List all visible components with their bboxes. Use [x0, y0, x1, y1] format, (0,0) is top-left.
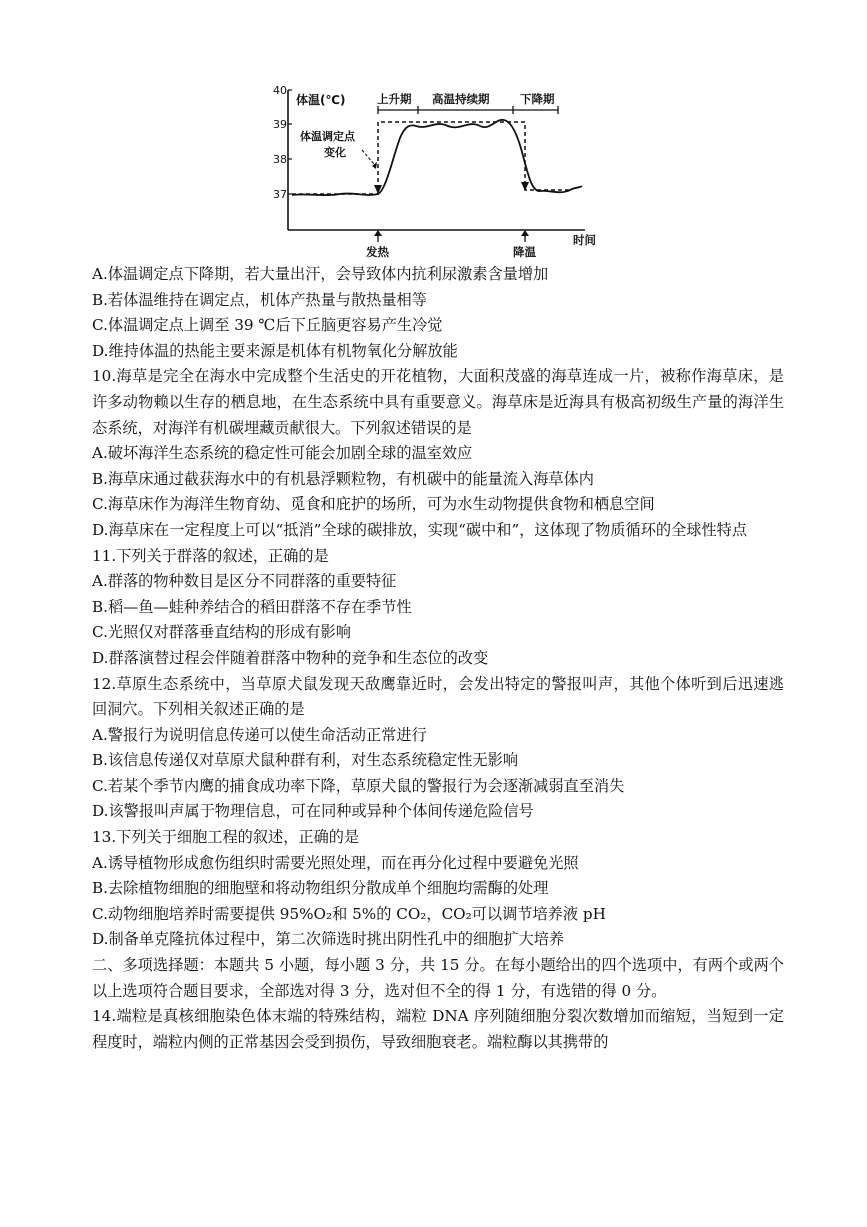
q11-option-b: B.稻—鱼—蛙种养结合的稻田群落不存在季节性	[92, 597, 412, 616]
temperature-curve-diagram	[270, 80, 610, 260]
q13-option-b: B.去除植物细胞的细胞壁和将动物组织分散成单个细胞均需酶的处理	[92, 879, 549, 898]
y-tick-38: 38	[273, 153, 287, 166]
q13-option-d: D.制备单克隆抗体过程中，第二次筛选时挑出阴性孔中的细胞扩大培养	[92, 930, 565, 949]
q11-stem: 11.下列关于群落的叙述，正确的是	[92, 546, 329, 565]
q13-option-c: C.动物细胞培养时需要提供 95%O₂和 5%的 CO₂，CO₂可以调节培养液 pH	[92, 904, 606, 923]
q12-stem: 12.草原生态系统中，当草原犬鼠发现天敌鹰靠近时，会发出特定的警报叫声，其他个体听到后迅速逃回洞穴。下列相关叙述正确的是	[92, 674, 784, 719]
q10-option-a: A.破坏海洋生态系统的稳定性可能会加剧全球的温室效应	[92, 444, 473, 463]
phase-plateau: 高温持续期	[432, 92, 490, 106]
q12-option-b: B.该信息传递仅对草原犬鼠种群有利，对生态系统稳定性无影响	[92, 751, 519, 770]
q9-option-d: D.维持体温的热能主要来源是机体有机物氧化分解放能	[92, 341, 458, 360]
y-tick-40: 40	[273, 84, 287, 97]
q10-option-d: D.海草床在一定程度上可以“抵消”全球的碳排放，实现“碳中和”，这体现了物质循环的全球性特点	[92, 520, 748, 539]
q11-option-d: D.群落演替过程会伴随着群落中物种的竞争和生态位的改变	[92, 648, 489, 667]
setpoint-annotation-line1: 体温调定点	[300, 130, 355, 143]
q10-option-c: C.海草床作为海洋生物育幼、觅食和庇护的场所，可为水生动物提供食物和栖息空间	[92, 495, 655, 514]
x-axis-label: 时间	[573, 233, 596, 247]
q13-option-a: A.诱导植物形成愈伤组织时需要光照处理，而在再分化过程中要避免光照	[92, 853, 579, 872]
q9-option-c: C.体温调定点上调至 39 ℃后下丘脑更容易产生冷觉	[92, 316, 443, 335]
marker-fever: 发热	[366, 245, 389, 259]
body-temperature-figure	[270, 80, 610, 260]
section-2-instructions: 二、多项选择题：本题共 5 小题，每小题 3 分，共 15 分。在每小题给出的四个选项中，有两个或两个以上选项符合题目要求，全部选对得 3 分，选对但不全的得 1 分，有选错的得 0 分。	[92, 956, 784, 1000]
phase-falling: 下降期	[520, 92, 555, 106]
y-tick-39: 39	[273, 118, 287, 131]
question-content	[92, 262, 784, 1055]
q14-stem: 14.端粒是真核细胞染色体末端的特殊结构，端粒 DNA 序列随细胞分裂次数增加而缩短，当短到一定程度时，端粒内侧的正常基因会受到损伤，导致细胞衰老。端粒酶以其携带的	[92, 1007, 784, 1051]
q12-option-c: C.若某个季节内鹰的捕食成功率下降，草原犬鼠的警报行为会逐渐减弱直至消失	[92, 776, 625, 795]
q12-option-a: A.警报行为说明信息传递可以使生命活动正常进行	[92, 725, 427, 744]
marker-cooling: 降温	[513, 245, 536, 259]
q12-option-d: D.该警报叫声属于物理信息，可在同种或异种个体间传递危险信号	[92, 802, 534, 821]
q9-option-a: A.体温调定点下降期，若大量出汗，会导致体内抗利尿激素含量增加	[92, 265, 549, 283]
q13-stem: 13.下列关于细胞工程的叙述，正确的是	[92, 828, 360, 847]
y-tick-37: 37	[273, 188, 287, 201]
q9-option-b: B.若体温维持在调定点，机体产热量与散热量相等	[92, 290, 427, 309]
setpoint-annotation-line2: 变化	[324, 146, 346, 159]
q11-option-a: A.群落的物种数目是区分不同群落的重要特征	[92, 572, 397, 591]
phase-rising: 上升期	[377, 92, 412, 106]
q10-option-b: B.海草床通过截获海水中的有机悬浮颗粒物，有机碳中的能量流入海草体内	[92, 469, 594, 488]
y-axis-label: 体温(℃)	[296, 93, 346, 107]
q11-option-c: C.光照仅对群落垂直结构的形成有影响	[92, 623, 351, 642]
q10-stem: 10.海草是完全在海水中完成整个生活史的开花植物，大面积茂盛的海草连成一片，被称作海草床，是许多动物赖以生存的栖息地，在生态系统中具有重要意义。海草床是近海具有极高初级生产量的海洋生态系统，对海洋有机碳埋藏贡献很大。下列叙述错误的是	[92, 367, 784, 437]
